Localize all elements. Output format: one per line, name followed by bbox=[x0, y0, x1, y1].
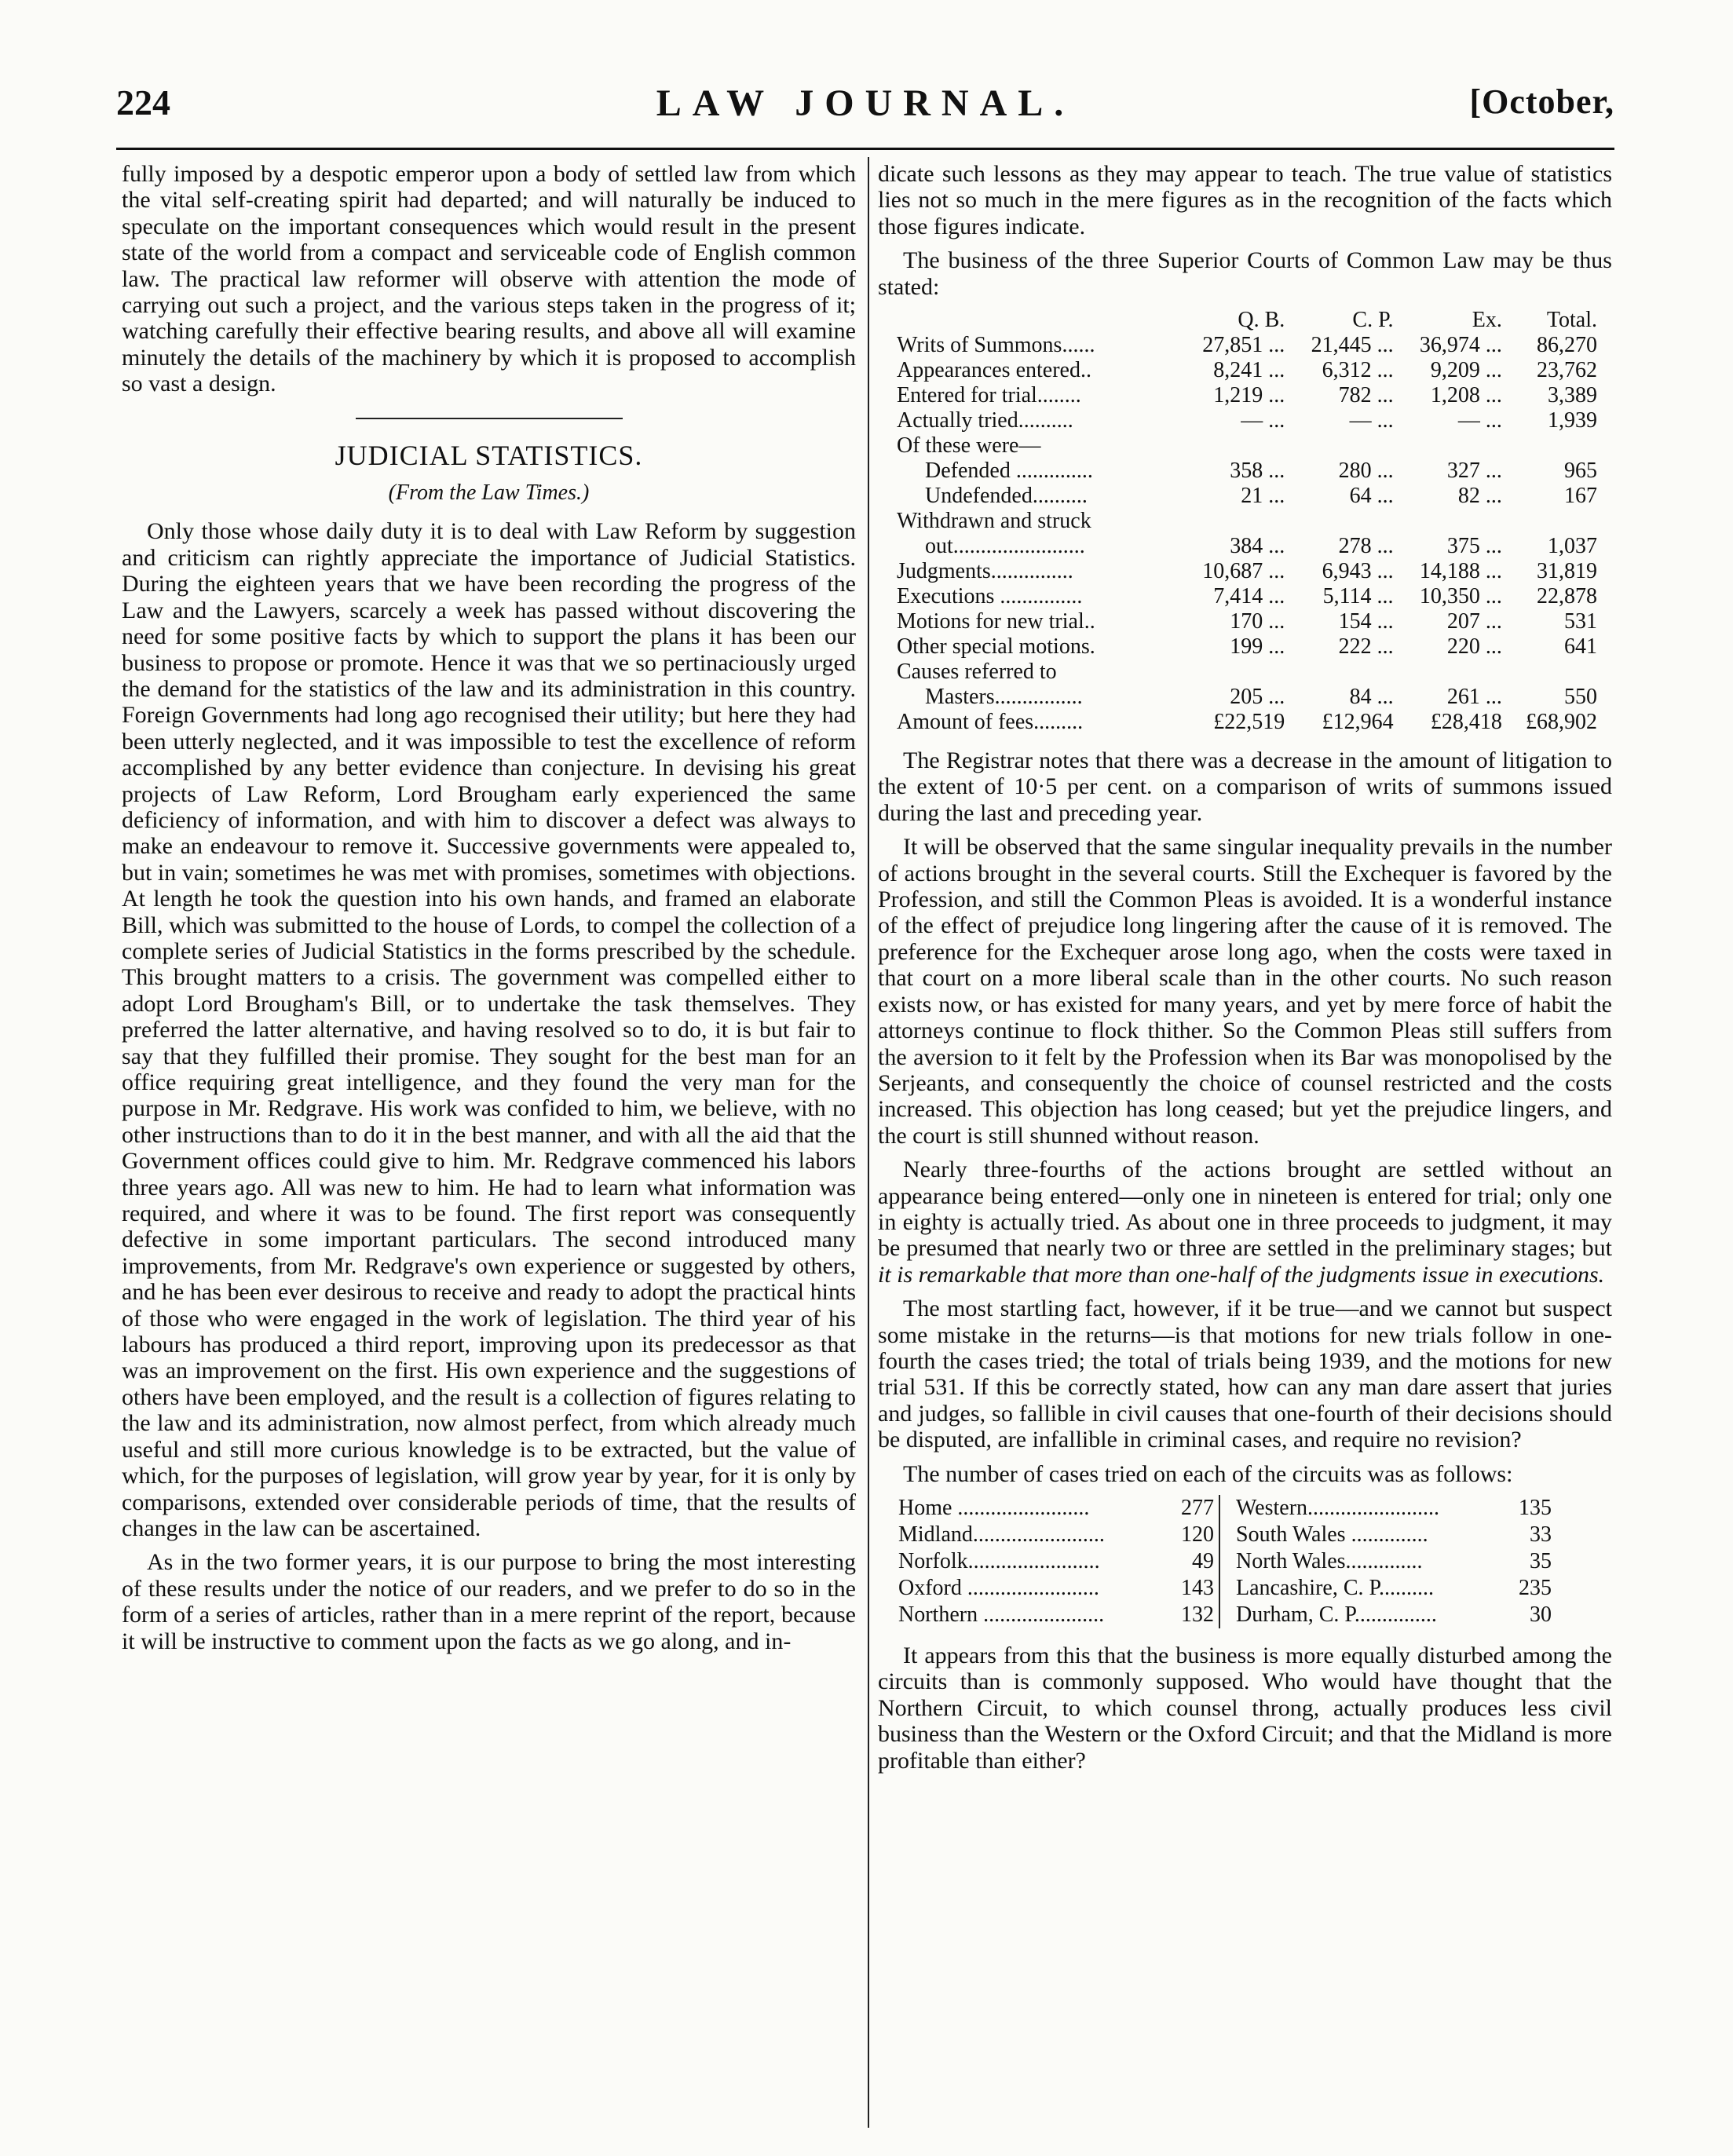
circuit-count: 132 bbox=[1181, 1602, 1214, 1627]
table-header-row bbox=[894, 308, 1600, 333]
circuit-name: Durham, C. P............... bbox=[1236, 1602, 1437, 1627]
table-cell: 280 ... bbox=[1338, 459, 1394, 484]
table-row bbox=[894, 433, 1600, 459]
table-cell: £68,902 bbox=[1526, 710, 1597, 735]
page-number: 224 bbox=[116, 82, 170, 122]
paragraph-text: Nearly three-fourths of the actions brought are settled without an appearance being entered—only one in nineteen is entered for trial; only one in eighty is actually tried. As about one in three proceeds to judgment, it may be presumed that nearly two or three are settled in the preliminary stages; but bbox=[878, 1157, 1612, 1262]
row-label: Entered for trial........ bbox=[897, 383, 1081, 408]
table-cell: 358 ... bbox=[1230, 459, 1285, 484]
table-cell: 531 bbox=[1564, 609, 1597, 634]
circuit-name: South Wales .............. bbox=[1236, 1522, 1428, 1547]
table-row bbox=[894, 484, 1600, 509]
circuit-count: 143 bbox=[1181, 1576, 1214, 1600]
journal-title: LAW JOURNAL. bbox=[656, 82, 1075, 124]
table-cell: 1,037 bbox=[1548, 534, 1597, 559]
circuit-row bbox=[894, 1522, 1556, 1548]
table-cell: 1,208 ... bbox=[1430, 383, 1502, 408]
row-label: Appearances entered.. bbox=[897, 358, 1091, 383]
table-cell: 82 ... bbox=[1457, 484, 1502, 509]
table-cell: 278 ... bbox=[1338, 534, 1394, 559]
row-separator bbox=[1219, 1575, 1231, 1602]
issue-month: [October, bbox=[1469, 82, 1614, 121]
table-cell: 23,762 bbox=[1537, 358, 1597, 383]
table-cell: 1,939 bbox=[1548, 408, 1597, 433]
table-cell: 154 ... bbox=[1338, 609, 1394, 634]
table-cell: 9,209 ... bbox=[1430, 358, 1502, 383]
table-cell: 84 ... bbox=[1349, 685, 1394, 710]
table-row bbox=[894, 534, 1600, 559]
circuit-name: North Wales.............. bbox=[1236, 1549, 1423, 1573]
article-paragraph: Only those whose daily duty it is to deal with Law Reform by suggestion and criticism can rightly appreciate the importance of Judicial Statistics. During the eighteen years that we have been recording the progress of the Law and the Lawyers, scarcely a week has passed without discovering the need for some positive facts by which to support the plans it has been our business to propose or promote. Hence it was that we so pertinaciously urged the demand for the statistics of the law and its administration in this country. Foreign Governments had long ago recognised their utility; but here they had been utterly neglected, and it was impossible to test the excellence of reform accomplished by any better evidence than conjecture. In devising his great projects of Law Reform, Lord Brougham early experienced the same deficiency of information, and with him to discover a defect was always to make an endeavour to remove it. Successive governments were appealed to, but in vain; sometimes he was met with promises, sometimes with objections. At length he took the question into his own hands, and framed an elaborate Bill, which was submitted to the house of Lords, to compel the collection of a complete series of Judicial Statistics in the forms prescribed by the schedule. This brought matters to a crisis. The government was compelled either to adopt Lord Brougham's Bill, or to undertake the task themselves. They preferred the latter alternative, and having resolved so to do, it is but fair to say that they fulfilled their promise. They sought for the best man for an office requiring great intelligence, and they found the very man for the purpose in Mr. Redgrave. His work was confided to him, we believe, with no other instructions than to do it in the best manner, and with all the aid that the Government offices could give to him. Mr. Redgrave commenced his labors three years ago. All was new to him. He had to learn what information was required, and where it was to be found. The first report was consequently defective in some important particulars. The second introduced many improvements, from Mr. Redgrave's own experience or suggested by others, and he has been ever desirous to receive and ready to adopt the practical hints of those who were engaged in the work of legislation. The third year of his labours has produced a third report, improving upon its predecessor as that was an improvement on the first. His own experience and the suggestions of others have been employed, and the result is a collection of figures relating to the law and its administration, now almost perfect, from which already much useful and still more curious knowledge is to be extracted, but the value of which, for the purposes of legislation, will grow year by year, for it is only by comparisons, extended over considerable periods of time, that the results of changes in the law can be ascertained. bbox=[122, 518, 856, 1541]
table-cell bbox=[1288, 660, 1396, 685]
table-row bbox=[894, 660, 1600, 685]
row-label: Amount of fees......... bbox=[897, 710, 1084, 735]
column-header bbox=[894, 308, 1179, 333]
table-cell: 207 ... bbox=[1446, 609, 1502, 634]
table-cell bbox=[1179, 433, 1288, 459]
left-column bbox=[122, 161, 856, 1662]
circuit-row bbox=[894, 1575, 1556, 1602]
table-cell: 14,188 ... bbox=[1419, 559, 1502, 584]
row-label: Causes referred to bbox=[897, 660, 1057, 685]
table-cell: 21,445 ... bbox=[1311, 333, 1394, 358]
table-cell: 220 ... bbox=[1446, 634, 1502, 660]
table-cell: 641 bbox=[1564, 634, 1597, 660]
table-cell: 327 ... bbox=[1446, 459, 1502, 484]
row-label: Writs of Summons...... bbox=[897, 333, 1095, 358]
table-cell: 64 ... bbox=[1349, 484, 1394, 509]
table-row bbox=[894, 710, 1600, 735]
column-header: Q. B. bbox=[1238, 308, 1285, 333]
table-cell: 261 ... bbox=[1446, 685, 1502, 710]
table-row bbox=[894, 634, 1600, 660]
circuit-name: Norfolk........................ bbox=[898, 1549, 1100, 1573]
row-label: Of these were— bbox=[897, 433, 1041, 459]
table-row bbox=[894, 609, 1600, 634]
article-paragraph: The most startling fact, however, if it be true—and we cannot but suspect some mistake in the returns—is that motions for new trials follow in one-fourth the cases tried; the total of trials being 1939, and the motions for new trial 531. If this be correctly stated, how can any man dare assert that juries and judges, so fallible in civil causes that one-fourth of their decisions should be disputed, are infallible in criminal cases, and require no revision? bbox=[878, 1295, 1612, 1453]
table-cell bbox=[1179, 509, 1288, 534]
table-cell: £22,519 bbox=[1213, 710, 1285, 735]
table-cell bbox=[1397, 433, 1505, 459]
row-label: Withdrawn and struck bbox=[897, 509, 1091, 534]
continuation-paragraph: dicate such lessons as they may appear to teach. The true value of statistics lies not so much in the mere figures as in the recognition of the facts which those figures indicate. bbox=[878, 161, 1612, 239]
table-cell: — ... bbox=[1457, 408, 1502, 433]
circuits-intro: The number of cases tried on each of the circuits was as follows: bbox=[903, 1460, 1513, 1487]
table-cell bbox=[1505, 433, 1600, 459]
article-paragraph: It will be observed that the same singular inequality prevails in the number of actions brought in the several courts. Still the Exchequer is favored by the Profession, and still the Common Pleas is avoided. It is a wonderful instance of the effect of prejudice long lingering after the cause of it is removed. The preference for the Exchequer arose long ago, when the costs were taxed in that court on a more liberal scale than in the other courts. No such reason exists now, or has existed for many years, and yet by mere force of habit the attorneys continue to flock thither. So the Common Pleas still suffers from the aversion to it felt by the Profession when its Bar was monopolised by the Serjeants, and consequently the choice of counsel restricted and the costs increased. This objection has long ceased; but yet the prejudice lingers, and the court is still shunned without reason. bbox=[878, 834, 1612, 1149]
circuit-count: 277 bbox=[1181, 1496, 1214, 1520]
circuit-count: 235 bbox=[1519, 1576, 1552, 1600]
right-column bbox=[878, 161, 1612, 1781]
courts-business-table bbox=[894, 308, 1600, 735]
table-cell: 31,819 bbox=[1537, 559, 1597, 584]
table-cell: 27,851 ... bbox=[1202, 333, 1285, 358]
table-cell: 167 bbox=[1564, 484, 1597, 509]
table-cell: 199 ... bbox=[1230, 634, 1285, 660]
table-cell bbox=[1397, 509, 1505, 534]
table-row bbox=[894, 408, 1600, 433]
circuit-row bbox=[894, 1548, 1556, 1575]
circuit-name: Lancashire, C. P.......... bbox=[1236, 1576, 1434, 1600]
table-cell: 205 ... bbox=[1230, 685, 1285, 710]
row-separator bbox=[1219, 1602, 1231, 1628]
table-cell bbox=[1505, 509, 1600, 534]
table-cell: 375 ... bbox=[1446, 534, 1502, 559]
row-label: Undefended.......... bbox=[925, 484, 1088, 509]
table-cell: 3,389 bbox=[1548, 383, 1597, 408]
circuit-name: Oxford ........................ bbox=[898, 1576, 1099, 1600]
row-separator bbox=[1219, 1548, 1231, 1575]
article-paragraph: The Registrar notes that there was a decrease in the amount of litigation to the extent of 10·5 per cent. on a comparison of writs of summons issued during the last and preceding year. bbox=[878, 747, 1612, 826]
table-intro: The business of the three Superior Courts of Common Law may be thus stated: bbox=[878, 247, 1612, 300]
table-cell bbox=[1179, 660, 1288, 685]
circuit-count: 33 bbox=[1530, 1522, 1552, 1547]
article-paragraph bbox=[878, 1157, 1612, 1288]
header-rule bbox=[116, 148, 1614, 150]
table-cell: 6,943 ... bbox=[1322, 559, 1394, 584]
table-row bbox=[894, 509, 1600, 534]
row-label: Executions ............... bbox=[897, 584, 1083, 609]
circuit-count: 135 bbox=[1519, 1496, 1552, 1520]
row-label: Defended .............. bbox=[925, 459, 1093, 484]
circuit-name: Northern ...................... bbox=[898, 1602, 1105, 1627]
circuit-row bbox=[894, 1602, 1556, 1628]
circuit-count: 35 bbox=[1530, 1549, 1552, 1573]
table-cell: — ... bbox=[1349, 408, 1394, 433]
section-source: (From the Law Times.) bbox=[388, 481, 590, 506]
table-row bbox=[894, 358, 1600, 383]
table-row bbox=[894, 383, 1600, 408]
table-cell: — ... bbox=[1241, 408, 1285, 433]
circuit-count: 49 bbox=[1192, 1549, 1214, 1573]
table-cell bbox=[1288, 433, 1396, 459]
table-cell: £28,418 bbox=[1430, 710, 1502, 735]
table-row bbox=[894, 333, 1600, 358]
circuit-count: 120 bbox=[1181, 1522, 1214, 1547]
table-cell: 384 ... bbox=[1230, 534, 1285, 559]
circuit-count: 30 bbox=[1530, 1602, 1552, 1627]
table-cell: 10,687 ... bbox=[1202, 559, 1285, 584]
table-cell: 22,878 bbox=[1537, 584, 1597, 609]
column-divider bbox=[868, 157, 869, 2128]
row-separator bbox=[1219, 1495, 1231, 1522]
column-header: Total. bbox=[1546, 308, 1597, 333]
table-cell: 965 bbox=[1564, 459, 1597, 484]
closing-paragraph: It appears from this that the business is more equally disturbed among the circuits than is commonly supposed. Who would have thought that the Northern Circuit, to which counsel throng, actually produces less civil business than the Western or the Oxford Circuit; and that the Midland is more profitable than either? bbox=[878, 1643, 1612, 1774]
table-cell: 550 bbox=[1564, 685, 1597, 710]
section-divider bbox=[356, 418, 623, 419]
table-row bbox=[894, 559, 1600, 584]
circuit-row bbox=[894, 1495, 1556, 1522]
row-label: Other special motions. bbox=[897, 634, 1095, 660]
running-head bbox=[116, 82, 1614, 137]
table-cell: 6,312 ... bbox=[1322, 358, 1394, 383]
row-separator bbox=[1219, 1522, 1231, 1548]
row-label: out........................ bbox=[925, 534, 1085, 559]
article-paragraph: As in the two former years, it is our purpose to bring the most interesting of these results under the notice of our readers, and we prefer to do so in the form of a series of articles, rather than in a mere reprint of the report, because it will be instructive to comment upon the facts as we go along, and in- bbox=[122, 1549, 856, 1654]
table-cell: 222 ... bbox=[1338, 634, 1394, 660]
row-label: Actually tried.......... bbox=[897, 408, 1073, 433]
intro-paragraph: fully imposed by a despotic emperor upon a body of settled law from which the vital self-creating spirit had departed; and will naturally be induced to speculate on the important consequences which would result in the present state of the world from a compact and serviceable code of English common law. The practical law reformer will observe with attention the mode of carrying out such a project, and the various steps taken in the progress of it; watching carefully their effective bearing results, and above all will examine minutely the details of the machinery by which it is proposed to accomplish so vast a design. bbox=[122, 161, 856, 397]
section-title: JUDICIAL STATISTICS. bbox=[335, 439, 643, 471]
circuit-name: Western........................ bbox=[1236, 1496, 1440, 1520]
table-cell: 36,974 ... bbox=[1419, 333, 1502, 358]
row-label: Masters................ bbox=[925, 685, 1083, 710]
column-header: C. P. bbox=[1352, 308, 1394, 333]
row-label: Motions for new trial.. bbox=[897, 609, 1095, 634]
table-cell: 170 ... bbox=[1230, 609, 1285, 634]
table-cell: 1,219 ... bbox=[1213, 383, 1285, 408]
circuits-table bbox=[894, 1495, 1556, 1628]
table-cell: 10,350 ... bbox=[1419, 584, 1502, 609]
table-row bbox=[894, 584, 1600, 609]
circuit-name: Midland........................ bbox=[898, 1522, 1105, 1547]
table-cell: £12,964 bbox=[1322, 710, 1394, 735]
table-row bbox=[894, 685, 1600, 710]
table-cell: 7,414 ... bbox=[1213, 584, 1285, 609]
table-cell: 782 ... bbox=[1338, 383, 1394, 408]
italic-text: it is remarkable that more than one-half of the judgments issue in executions. bbox=[878, 1261, 1605, 1288]
table-row bbox=[894, 459, 1600, 484]
row-label: Judgments............... bbox=[897, 559, 1073, 584]
table-cell bbox=[1397, 660, 1505, 685]
circuit-name: Home ........................ bbox=[898, 1496, 1090, 1520]
table-cell: 8,241 ... bbox=[1213, 358, 1285, 383]
table-cell: 21 ... bbox=[1241, 484, 1285, 509]
table-cell bbox=[1288, 509, 1396, 534]
table-cell: 86,270 bbox=[1537, 333, 1597, 358]
table-cell bbox=[1505, 660, 1600, 685]
column-header: Ex. bbox=[1472, 308, 1502, 333]
table-cell: 5,114 ... bbox=[1322, 584, 1394, 609]
